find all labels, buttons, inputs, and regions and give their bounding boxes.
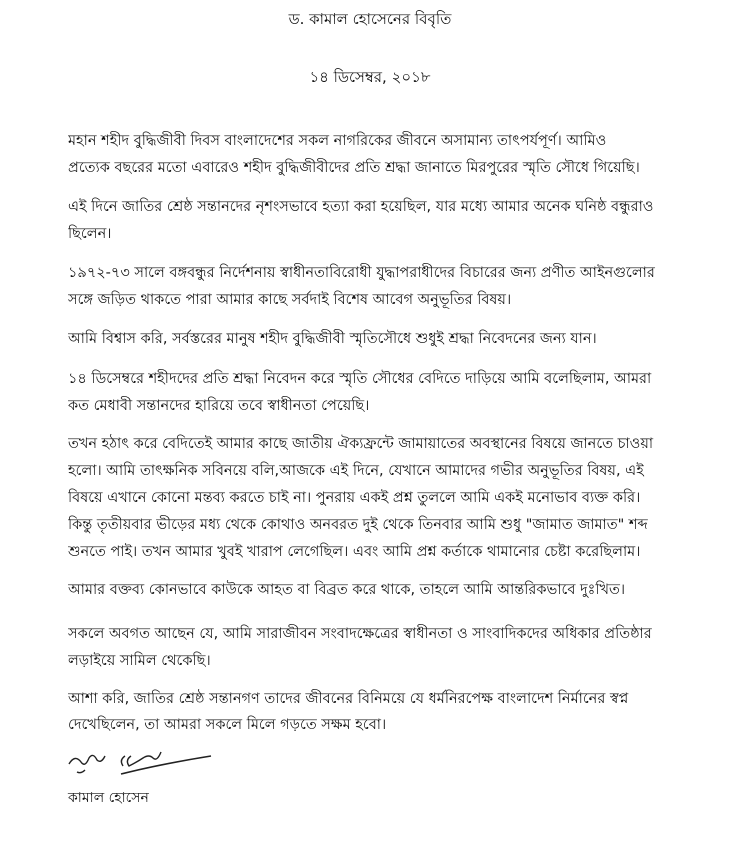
paragraph-line: ১৪ ডিসেম্বরে শহীদদের প্রতি শ্রদ্ধা নিবেদন করে স্মৃতি সৌধের বেদিতে দাড়িয়ে আমি বলেছিলাম, আমরা: [68, 371, 652, 387]
paragraph-line: প্রত্যেক বছরের মতো এবারেও শহীদ বুদ্ধিজীবীদের প্রতি শ্রদ্ধা জানাতে মিরপুরের স্মৃতি সৌধে গিয়েছি।: [68, 160, 640, 176]
paragraph-line: ১৯৭২-৭৩ সালে বঙ্গবন্ধুর নির্দেশনায় স্বাধীনতাবিরোধী যুদ্ধাপরাধীদের বিচারের জন্য প্রণীত আইনগুলোর: [68, 265, 655, 281]
paragraph-line: কত মেধাবী সন্তানদের হারিয়ে তবে স্বাধীনতা পেয়েছি।: [68, 398, 370, 414]
document-date: ১৪ ডিসেম্বর, ২০১৮: [309, 68, 431, 86]
paragraph-line: এই দিনে জাতির শ্রেষ্ঠ সন্তানদের নৃশংসভাবে হত্যা করা হয়েছিল, যার মধ্যে আমার অনেক ঘনিষ্ঠ বন্ধুরাও: [68, 199, 654, 215]
paragraph-line: দেখেছিলেন, তা আমরা সকলে মিলে গড়তে সক্ষম হবো।: [68, 717, 387, 733]
paragraph-line: আমি বিশ্বাস করি, সর্বস্তরের মানুষ শহীদ বুদ্ধিজীবী স্মৃতিসৌধে শুধুই শ্রদ্ধা নিবেদনের জন্য যান।: [68, 331, 597, 347]
paragraph-line: সঙ্গে জড়িত থাকতে পারা আমার কাছে সর্বদাই বিশেষ আবেগ অনুভূতির বিষয়।: [68, 292, 512, 308]
paragraph-line: লড়াইয়ে সামিল থেকেছি।: [68, 653, 211, 669]
handwritten-signature: [65, 742, 225, 780]
paragraph-line: বিষয়ে এখানে কোনো মন্তব্য করতে চাই না। পুনরায় একই প্রশ্ন তুললে আমি একই মনোভাব ব্যক্ত করি।: [68, 490, 641, 506]
signatory-name: কামাল হোসেন: [68, 790, 149, 806]
document-title: ড. কামাল হোসেনের বিবৃতি: [288, 10, 452, 28]
paragraph-line: হলো। আমি তাৎক্ষনিক সবিনয়ে বলি,আজকে এই দিনে, যেখানে আমাদের গভীর অনুভূতির বিষয়, এই: [68, 463, 644, 479]
paragraph-line: সকলে অবগত আছেন যে, আমি সারাজীবন সংবাদক্ষেত্রের স্বাধীনতা ও সাংবাদিকদের অধিকার প্রতিষ্ঠার: [68, 626, 652, 642]
paragraph-line: আমার বক্তব্য কোনভাবে কাউকে আহত বা বিব্রত করে থাকে, তাহলে আমি আন্তরিকভাবে দুঃখিত।: [68, 582, 626, 598]
paragraph-line: কিন্তু তৃতীয়বার ভীড়ের মধ্য থেকে কোথাও অনবরত দুই থেকে তিনবার আমি শুধু "জামাত জামাত" শব্দ: [68, 517, 648, 533]
paragraph-line: মহান শহীদ বুদ্ধিজীবী দিবস বাংলাদেশের সকল নাগরিকের জীবনে অসামান্য তাৎপর্যপূর্ণ। আমিও: [68, 133, 607, 149]
paragraph-line: শুনতে পাই। তখন আমার খুবই খারাপ লেগেছিল। এবং আমি প্রশ্ন কর্তাকে থামানোর চেষ্টা করেছিলাম।: [68, 544, 641, 560]
paragraph-line: আশা করি, জাতির শ্রেষ্ঠ সন্তানগণ তাদের জীবনের বিনিময়ে যে ধর্মনিরপেক্ষ বাংলাদেশ নির্মানের স্বপ্ন: [68, 691, 629, 707]
paragraph-line: ছিলেন।: [68, 226, 112, 242]
paragraph-line: তখন হঠাৎ করে বেদিতেই আমার কাছে জাতীয় ঐক্যফ্রন্টে জামায়াতের অবস্থানের বিষয়ে জানতে চাওয়া: [68, 436, 654, 452]
